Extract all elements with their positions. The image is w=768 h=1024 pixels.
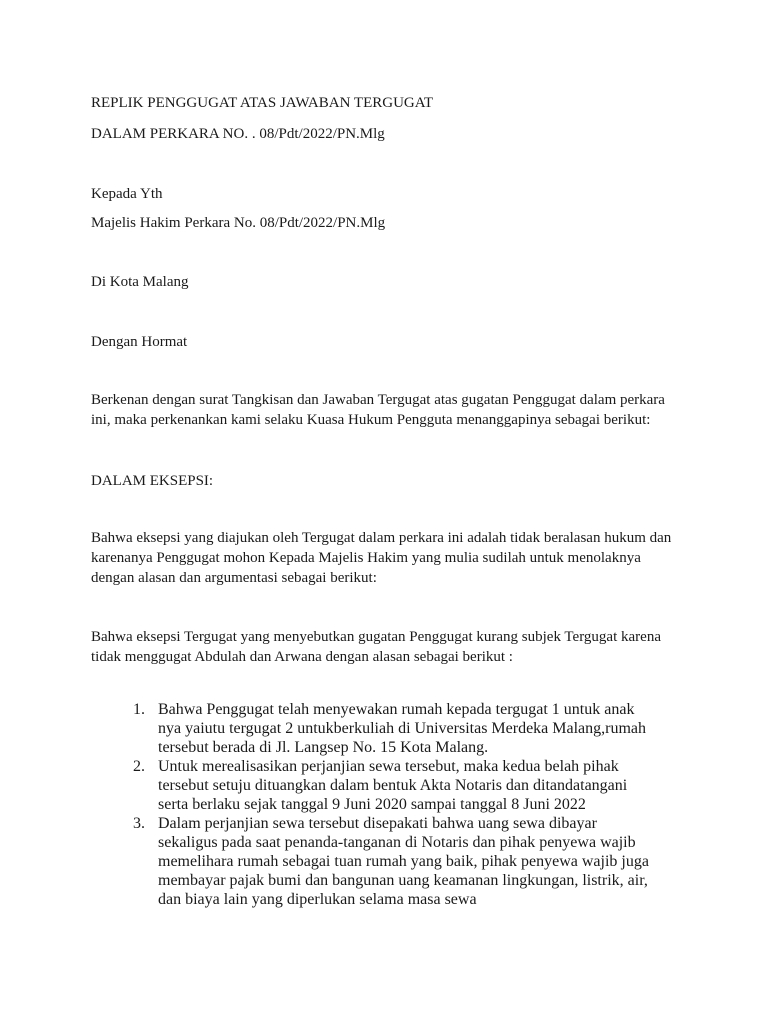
exception-paragraph-1 <box>91 528 691 588</box>
list-item-line: Dalam perjanjian sewa tersebut disepakati bahwa uang sewa dibayar <box>158 815 597 832</box>
list-item-line: membayar pajak bumi dan bangunan uang keamanan lingkungan, listrik, air, <box>158 872 648 889</box>
list-item-line: tersebut berada di Jl. Langsep No. 15 Kota Malang. <box>158 739 489 756</box>
list-item <box>0 814 768 909</box>
list-item-line: nya yaiutu tergugat 2 untukberkuliah di Universitas Merdeka Malang,rumah <box>158 720 647 737</box>
paragraph-line: Bahwa eksepsi Tergugat yang menyebutkan gugatan Penggugat kurang subjek Tergugat karena <box>91 629 661 645</box>
list-item-number: 2. <box>133 758 145 775</box>
paragraph-line: karenanya Penggugat mohon Kepada Majelis Hakim yang mulia sudilah untuk menolaknya <box>91 550 641 566</box>
list-item <box>0 757 768 814</box>
list-item-text <box>158 700 698 757</box>
document-title-line-2: DALAM PERKARA NO. . 08/Pdt/2022/PN.Mlg <box>91 126 385 142</box>
section-heading: DALAM EKSEPSI: <box>91 473 214 489</box>
intro-paragraph <box>91 390 691 430</box>
intro-line: Berkenan dengan surat Tangkisan dan Jawaban Tergugat atas gugatan Penggugat dalam perkara <box>91 392 665 408</box>
list-item-line: dan biaya lain yang diperlukan selama masa sewa <box>158 891 477 908</box>
list-item-text <box>158 814 698 909</box>
paragraph-line: tidak menggugat Abdulah dan Arwana dengan alasan sebagai berikut : <box>91 649 513 665</box>
paragraph-line: Bahwa eksepsi yang diajukan oleh Tergugat dalam perkara ini adalah tidak beralasan hukum dan <box>91 530 672 546</box>
list-item-line: serta berlaku sejak tanggal 9 Juni 2020 sampai tanggal 8 Juni 2022 <box>158 796 586 813</box>
location-line: Di Kota Malang <box>91 274 189 290</box>
list-item-line: Untuk merealisasikan perjanjian sewa tersebut, maka kedua belah pihak <box>158 758 619 775</box>
list-item-number: 1. <box>133 701 145 718</box>
paragraph-line: dengan alasan dan argumentasi sebagai berikut: <box>91 570 377 586</box>
intro-line: ini, maka perkenankan kami selaku Kuasa Hukum Pengguta menanggapinya sebagai berikut: <box>91 412 651 428</box>
exception-paragraph-2 <box>91 627 691 667</box>
list-item-line: tersebut setuju dituangkan dalam bentuk Akta Notaris dan ditandatangani <box>158 777 628 794</box>
numbered-list <box>0 700 768 909</box>
greeting-line: Dengan Hormat <box>91 334 188 350</box>
list-item-line: memelihara rumah sebagai tuan rumah yang baik, pihak penyewa wajib juga <box>158 853 649 870</box>
addressee-line-1: Kepada Yth <box>91 186 163 202</box>
list-item <box>0 700 768 757</box>
addressee-line-2: Majelis Hakim Perkara No. 08/Pdt/2022/PN.Mlg <box>91 215 386 231</box>
document-title-line-1: REPLIK PENGGUGAT ATAS JAWABAN TERGUGAT <box>91 95 434 111</box>
list-item-number: 3. <box>133 815 145 832</box>
list-item-line: Bahwa Penggugat telah menyewakan rumah kepada tergugat 1 untuk anak <box>158 701 635 718</box>
list-item-line: sekaligus pada saat penanda-tanganan di Notaris dan pihak penyewa wajib <box>158 834 636 851</box>
list-item-text <box>158 757 698 814</box>
